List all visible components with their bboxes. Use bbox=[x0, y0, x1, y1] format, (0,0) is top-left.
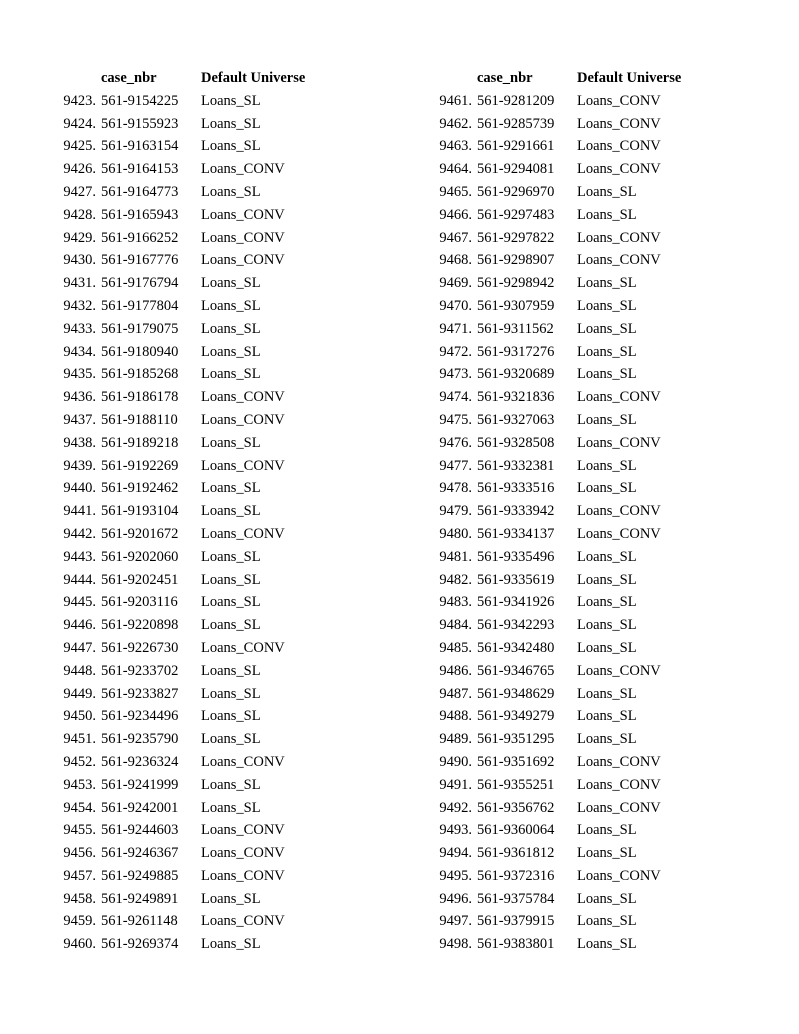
case-number: 561-9203116 bbox=[101, 594, 178, 611]
case-number: 561-9281209 bbox=[477, 92, 555, 109]
universe-value: Loans_SL bbox=[201, 617, 261, 634]
case-number: 561-9372316 bbox=[477, 867, 555, 884]
row-index: 9481. bbox=[439, 548, 472, 565]
universe-value: Loans_CONV bbox=[201, 206, 285, 223]
universe-value: Loans_CONV bbox=[577, 776, 661, 793]
row-index: 9480. bbox=[439, 525, 472, 542]
case-number: 561-9349279 bbox=[477, 708, 555, 725]
row-index: 9442. bbox=[63, 525, 96, 542]
row-index: 9496. bbox=[439, 890, 472, 907]
row-index: 9486. bbox=[439, 662, 472, 679]
row-index: 9476. bbox=[439, 434, 472, 451]
universe-value: Loans_SL bbox=[577, 297, 637, 314]
universe-value: Loans_CONV bbox=[201, 913, 285, 930]
case-number: 561-9320689 bbox=[477, 366, 555, 383]
row-index: 9456. bbox=[63, 845, 96, 862]
row-index: 9493. bbox=[439, 822, 472, 839]
universe-value: Loans_SL bbox=[201, 708, 261, 725]
case-number: 561-9177804 bbox=[101, 297, 179, 314]
case-number: 561-9332381 bbox=[477, 457, 555, 474]
case-number: 561-9249885 bbox=[101, 867, 179, 884]
universe-value: Loans_SL bbox=[577, 890, 637, 907]
row-index: 9466. bbox=[439, 206, 472, 223]
row-index: 9479. bbox=[439, 503, 472, 520]
case-number: 561-9311562 bbox=[477, 320, 554, 337]
case-number: 561-9355251 bbox=[477, 776, 555, 793]
row-index: 9483. bbox=[439, 594, 472, 611]
universe-value: Loans_SL bbox=[201, 434, 261, 451]
universe-value: Loans_CONV bbox=[201, 639, 285, 656]
universe-value: Loans_SL bbox=[201, 275, 261, 292]
case-number: 561-9154225 bbox=[101, 92, 179, 109]
row-index: 9472. bbox=[439, 343, 472, 360]
row-index: 9484. bbox=[439, 617, 472, 634]
case-number: 561-9341926 bbox=[477, 594, 555, 611]
row-index: 9444. bbox=[63, 571, 96, 588]
universe-value: Loans_CONV bbox=[201, 845, 285, 862]
case-number: 561-9333942 bbox=[477, 503, 555, 520]
case-number: 561-9164153 bbox=[101, 161, 179, 178]
case-number: 561-9155923 bbox=[101, 115, 179, 132]
row-index: 9445. bbox=[63, 594, 96, 611]
row-index: 9457. bbox=[63, 867, 96, 884]
case-number: 561-9294081 bbox=[477, 161, 555, 178]
row-index: 9436. bbox=[63, 389, 96, 406]
case-number: 561-9166252 bbox=[101, 229, 179, 246]
universe-value: Loans_SL bbox=[577, 617, 637, 634]
case-number: 561-9297822 bbox=[477, 229, 555, 246]
universe-value: Loans_CONV bbox=[201, 411, 285, 428]
row-index: 9464. bbox=[439, 161, 472, 178]
case-number: 561-9356762 bbox=[477, 799, 555, 816]
row-index: 9460. bbox=[63, 936, 96, 953]
universe-value: Loans_CONV bbox=[201, 229, 285, 246]
row-index: 9451. bbox=[63, 731, 96, 748]
universe-value: Loans_CONV bbox=[577, 389, 661, 406]
universe-value: Loans_SL bbox=[577, 822, 637, 839]
case-number: 561-9327063 bbox=[477, 411, 555, 428]
universe-value: Loans_SL bbox=[201, 799, 261, 816]
case-number: 561-9241999 bbox=[101, 776, 179, 793]
row-index: 9473. bbox=[439, 366, 472, 383]
row-index: 9455. bbox=[63, 822, 96, 839]
row-index: 9458. bbox=[63, 890, 96, 907]
universe-value: Loans_CONV bbox=[577, 161, 661, 178]
case-number: 561-9189218 bbox=[101, 434, 179, 451]
row-index: 9482. bbox=[439, 571, 472, 588]
row-index: 9497. bbox=[439, 913, 472, 930]
row-index: 9469. bbox=[439, 275, 472, 292]
case-number: 561-9346765 bbox=[477, 662, 555, 679]
case-number: 561-9185268 bbox=[101, 366, 179, 383]
universe-value: Loans_SL bbox=[201, 297, 261, 314]
case-number: 561-9246367 bbox=[101, 845, 179, 862]
case-number: 561-9236324 bbox=[101, 753, 179, 770]
case-number: 561-9186178 bbox=[101, 389, 179, 406]
case-nbr-header: case_nbr bbox=[477, 70, 533, 86]
universe-value: Loans_SL bbox=[577, 411, 637, 428]
universe-value: Loans_SL bbox=[201, 685, 261, 702]
universe-value: Loans_SL bbox=[201, 92, 261, 109]
case-number: 561-9234496 bbox=[101, 708, 179, 725]
universe-value: Loans_SL bbox=[577, 366, 637, 383]
case-number: 561-9180940 bbox=[101, 343, 179, 360]
universe-value: Loans_SL bbox=[201, 936, 261, 953]
row-index: 9462. bbox=[439, 115, 472, 132]
row-index: 9427. bbox=[63, 183, 96, 200]
row-index: 9491. bbox=[439, 776, 472, 793]
row-index: 9468. bbox=[439, 252, 472, 269]
universe-value: Loans_CONV bbox=[577, 229, 661, 246]
case-number: 561-9361812 bbox=[477, 845, 555, 862]
case-number: 561-9307959 bbox=[477, 297, 555, 314]
universe-value: Loans_CONV bbox=[201, 867, 285, 884]
case-number: 561-9202060 bbox=[101, 548, 179, 565]
case-number: 561-9298942 bbox=[477, 275, 555, 292]
row-index: 9438. bbox=[63, 434, 96, 451]
case-number: 561-9351295 bbox=[477, 731, 555, 748]
row-index: 9450. bbox=[63, 708, 96, 725]
row-index: 9439. bbox=[63, 457, 96, 474]
case-number: 561-9296970 bbox=[477, 183, 555, 200]
case-number: 561-9192269 bbox=[101, 457, 179, 474]
universe-value: Loans_CONV bbox=[577, 867, 661, 884]
row-index: 9475. bbox=[439, 411, 472, 428]
universe-value: Loans_SL bbox=[577, 343, 637, 360]
case-number: 561-9335619 bbox=[477, 571, 555, 588]
case-number: 561-9192462 bbox=[101, 480, 179, 497]
universe-value: Loans_SL bbox=[201, 115, 261, 132]
case-number: 561-9163154 bbox=[101, 138, 179, 155]
row-index: 9433. bbox=[63, 320, 96, 337]
row-index: 9478. bbox=[439, 480, 472, 497]
universe-value: Loans_SL bbox=[201, 183, 261, 200]
universe-value: Loans_SL bbox=[201, 776, 261, 793]
universe-value: Loans_CONV bbox=[577, 92, 661, 109]
row-index: 9459. bbox=[63, 913, 96, 930]
universe-value: Loans_CONV bbox=[577, 799, 661, 816]
row-index: 9490. bbox=[439, 753, 472, 770]
case-number: 561-9328508 bbox=[477, 434, 555, 451]
universe-value: Loans_SL bbox=[201, 138, 261, 155]
row-index: 9448. bbox=[63, 662, 96, 679]
universe-value: Loans_SL bbox=[577, 913, 637, 930]
universe-value: Loans_CONV bbox=[577, 503, 661, 520]
universe-value: Loans_SL bbox=[577, 708, 637, 725]
row-index: 9423. bbox=[63, 92, 96, 109]
row-index: 9452. bbox=[63, 753, 96, 770]
row-index: 9431. bbox=[63, 275, 96, 292]
case-number: 561-9351692 bbox=[477, 753, 555, 770]
universe-value: Loans_SL bbox=[201, 890, 261, 907]
row-index: 9432. bbox=[63, 297, 96, 314]
row-index: 9425. bbox=[63, 138, 96, 155]
case-number: 561-9165943 bbox=[101, 206, 179, 223]
case-number: 561-9334137 bbox=[477, 525, 555, 542]
row-index: 9428. bbox=[63, 206, 96, 223]
row-index: 9498. bbox=[439, 936, 472, 953]
case-number: 561-9193104 bbox=[101, 503, 179, 520]
row-index: 9443. bbox=[63, 548, 96, 565]
case-number: 561-9167776 bbox=[101, 252, 179, 269]
universe-value: Loans_SL bbox=[577, 183, 637, 200]
universe-value: Loans_SL bbox=[577, 731, 637, 748]
universe-value: Loans_SL bbox=[577, 639, 637, 656]
row-index: 9474. bbox=[439, 389, 472, 406]
row-index: 9461. bbox=[439, 92, 472, 109]
case-number: 561-9342293 bbox=[477, 617, 555, 634]
universe-value: Loans_CONV bbox=[577, 115, 661, 132]
universe-value: Loans_SL bbox=[577, 275, 637, 292]
case-number: 561-9244603 bbox=[101, 822, 179, 839]
row-index: 9430. bbox=[63, 252, 96, 269]
universe-value: Loans_CONV bbox=[201, 252, 285, 269]
universe-value: Loans_CONV bbox=[577, 252, 661, 269]
universe-value: Loans_SL bbox=[201, 480, 261, 497]
row-index: 9437. bbox=[63, 411, 96, 428]
case-number: 561-9188110 bbox=[101, 411, 178, 428]
universe-value: Loans_SL bbox=[201, 503, 261, 520]
universe-value: Loans_SL bbox=[577, 457, 637, 474]
case-number: 561-9235790 bbox=[101, 731, 179, 748]
case-number: 561-9285739 bbox=[477, 115, 555, 132]
universe-value: Loans_SL bbox=[201, 594, 261, 611]
case-number: 561-9342480 bbox=[477, 639, 555, 656]
row-index: 9449. bbox=[63, 685, 96, 702]
case-number: 561-9233702 bbox=[101, 662, 179, 679]
row-index: 9487. bbox=[439, 685, 472, 702]
row-index: 9440. bbox=[63, 480, 96, 497]
universe-value: Loans_SL bbox=[577, 480, 637, 497]
universe-value: Loans_CONV bbox=[577, 525, 661, 542]
case-number: 561-9375784 bbox=[477, 890, 555, 907]
case-number: 561-9383801 bbox=[477, 936, 555, 953]
case-number: 561-9291661 bbox=[477, 138, 555, 155]
row-index: 9489. bbox=[439, 731, 472, 748]
row-index: 9446. bbox=[63, 617, 96, 634]
row-index: 9495. bbox=[439, 867, 472, 884]
universe-value: Loans_SL bbox=[577, 685, 637, 702]
universe-value: Loans_SL bbox=[201, 366, 261, 383]
row-index: 9447. bbox=[63, 639, 96, 656]
universe-value: Loans_CONV bbox=[201, 753, 285, 770]
universe-value: Loans_SL bbox=[201, 571, 261, 588]
universe-value: Loans_SL bbox=[577, 320, 637, 337]
universe-value: Loans_CONV bbox=[577, 753, 661, 770]
case-number: 561-9348629 bbox=[477, 685, 555, 702]
universe-value: Loans_CONV bbox=[201, 822, 285, 839]
row-index: 9434. bbox=[63, 343, 96, 360]
universe-value: Loans_SL bbox=[577, 206, 637, 223]
row-index: 9485. bbox=[439, 639, 472, 656]
row-index: 9453. bbox=[63, 776, 96, 793]
universe-value: Loans_CONV bbox=[577, 138, 661, 155]
row-index: 9467. bbox=[439, 229, 472, 246]
case-number: 561-9249891 bbox=[101, 890, 179, 907]
universe-value: Loans_CONV bbox=[201, 389, 285, 406]
row-index: 9477. bbox=[439, 457, 472, 474]
case-number: 561-9233827 bbox=[101, 685, 179, 702]
default-universe-header: Default Universe bbox=[577, 70, 682, 86]
row-index: 9441. bbox=[63, 503, 96, 520]
case-number: 561-9335496 bbox=[477, 548, 555, 565]
universe-value: Loans_SL bbox=[577, 845, 637, 862]
case-number: 561-9202451 bbox=[101, 571, 179, 588]
row-index: 9435. bbox=[63, 366, 96, 383]
case-number: 561-9220898 bbox=[101, 617, 179, 634]
case-number: 561-9226730 bbox=[101, 639, 179, 656]
row-index: 9471. bbox=[439, 320, 472, 337]
universe-value: Loans_CONV bbox=[201, 161, 285, 178]
universe-value: Loans_SL bbox=[577, 594, 637, 611]
case-number: 561-9261148 bbox=[101, 913, 178, 930]
row-index: 9492. bbox=[439, 799, 472, 816]
row-index: 9463. bbox=[439, 138, 472, 155]
universe-value: Loans_CONV bbox=[577, 662, 661, 679]
universe-value: Loans_SL bbox=[201, 548, 261, 565]
default-universe-header: Default Universe bbox=[201, 70, 306, 86]
universe-value: Loans_SL bbox=[201, 731, 261, 748]
case-number: 561-9164773 bbox=[101, 183, 179, 200]
case-number: 561-9297483 bbox=[477, 206, 555, 223]
universe-value: Loans_SL bbox=[577, 571, 637, 588]
case-number: 561-9333516 bbox=[477, 480, 555, 497]
universe-value: Loans_SL bbox=[201, 320, 261, 337]
row-index: 9429. bbox=[63, 229, 96, 246]
row-index: 9494. bbox=[439, 845, 472, 862]
universe-value: Loans_SL bbox=[201, 662, 261, 679]
case-number: 561-9298907 bbox=[477, 252, 555, 269]
case-number: 561-9201672 bbox=[101, 525, 179, 542]
row-index: 9424. bbox=[63, 115, 96, 132]
case-nbr-header: case_nbr bbox=[101, 70, 157, 86]
case-number: 561-9176794 bbox=[101, 275, 179, 292]
case-number: 561-9379915 bbox=[477, 913, 555, 930]
case-number: 561-9269374 bbox=[101, 936, 179, 953]
case-number: 561-9242001 bbox=[101, 799, 179, 816]
universe-value: Loans_SL bbox=[201, 343, 261, 360]
row-index: 9426. bbox=[63, 161, 96, 178]
case-number: 561-9317276 bbox=[477, 343, 555, 360]
row-index: 9465. bbox=[439, 183, 472, 200]
universe-value: Loans_CONV bbox=[577, 434, 661, 451]
row-index: 9454. bbox=[63, 799, 96, 816]
universe-value: Loans_CONV bbox=[201, 525, 285, 542]
row-index: 9488. bbox=[439, 708, 472, 725]
case-number: 561-9321836 bbox=[477, 389, 555, 406]
universe-value: Loans_SL bbox=[577, 936, 637, 953]
universe-value: Loans_CONV bbox=[201, 457, 285, 474]
case-number: 561-9179075 bbox=[101, 320, 179, 337]
case-number: 561-9360064 bbox=[477, 822, 555, 839]
row-index: 9470. bbox=[439, 297, 472, 314]
universe-value: Loans_SL bbox=[577, 548, 637, 565]
